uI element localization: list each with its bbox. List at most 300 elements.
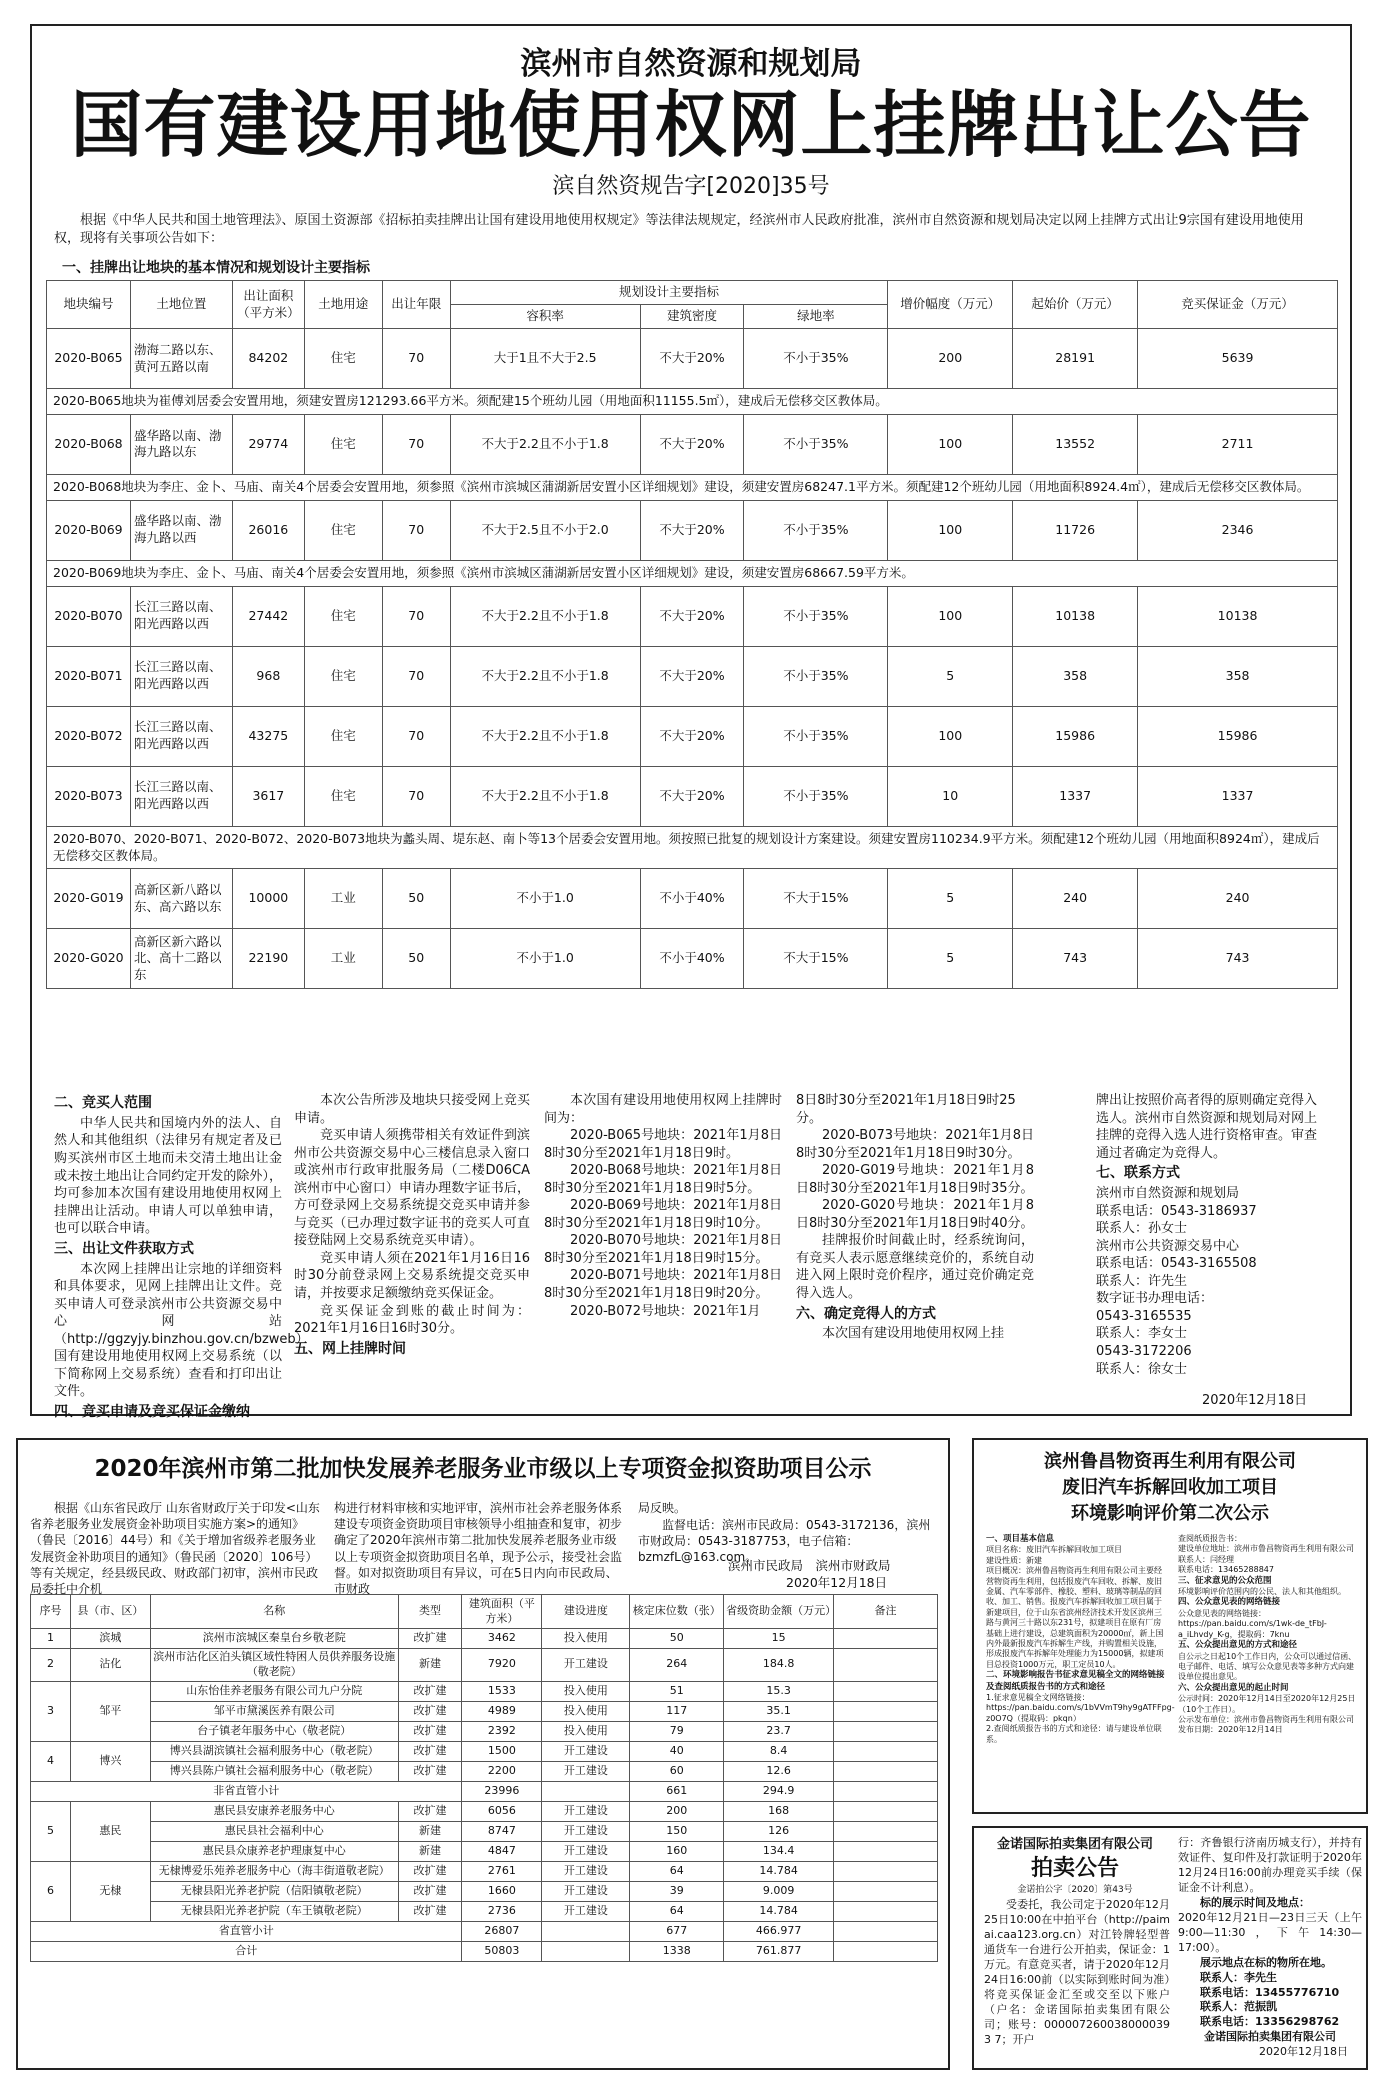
- land-cell-inc: 100: [888, 706, 1013, 766]
- land-note: 2020-B068地块为李庄、金卜、马庙、南关4个居委会安置用地，须参照《滨州市滨城区蒲湖新居安置小区详细规划》建设，须建安置房68247.1平方米。须配建12个班幼儿园（用地面积8924.4㎡），建成后无偿移交区教体局。: [47, 474, 1338, 500]
- cell-remark: [834, 1681, 938, 1701]
- land-cell-use: 住宅: [304, 646, 382, 706]
- land-cell-green: 不大于15%: [744, 929, 888, 989]
- notice-agency: 滨州市自然资源和规划局: [520, 46, 862, 82]
- th2-type: 类型: [398, 1595, 462, 1629]
- th2-beds: 核定床位数（张）: [630, 1595, 724, 1629]
- land-note-row: [47, 474, 1338, 500]
- auction-date: 2020年12月18日: [1259, 2045, 1348, 2059]
- cell-funds: 761.877: [724, 1941, 834, 1961]
- cell-type: 改扩建: [398, 1761, 462, 1781]
- cell-remark: [834, 1701, 938, 1721]
- land-cell-use: 工业: [304, 929, 382, 989]
- land-cell-id: 2020-G019: [47, 869, 131, 929]
- land-cell-id: 2020-G020: [47, 929, 131, 989]
- land-cell-inc: 100: [888, 500, 1013, 560]
- land-cell-far: 不小于1.0: [450, 929, 640, 989]
- land-cell-density: 不大于20%: [640, 706, 744, 766]
- auction-notice: [972, 1826, 1368, 2070]
- eia-heading: 三、征求意见的公众范围: [1178, 1575, 1272, 1586]
- notice1-col-3: [544, 1092, 782, 1320]
- land-cell-start: 743: [1013, 929, 1138, 989]
- land-cell-far: 不大于2.2且不小于1.8: [450, 586, 640, 646]
- land-row: [47, 929, 1338, 989]
- land-cell-inc: 5: [888, 929, 1013, 989]
- cell-county: 滨城: [70, 1629, 150, 1649]
- paragraph: 挂牌报价时间截止时，经系统询问，有竞买人表示愿意继续竞价的，系统自动进入网上限时竞价程序，通过竞价确定竞得入选人。: [796, 1233, 1034, 1302]
- land-cell-area: 43275: [232, 706, 304, 766]
- cell-funds: 12.6: [724, 1761, 834, 1781]
- cell-county: 沾化: [70, 1649, 150, 1682]
- eia-heading: 一、项目基本信息: [986, 1534, 1055, 1544]
- auction-doc-no: 金诺拍公字〔2020〕第43号: [1017, 1885, 1133, 1895]
- th2-name: 名称: [150, 1595, 398, 1629]
- cell-area: 4989: [462, 1701, 542, 1721]
- elderly-table: [30, 1594, 938, 1962]
- paragraph: 2020-B068号地块：2021年1月8日8时30分至2021年1月18日9时5分。: [544, 1163, 782, 1196]
- section-heading: 二、竞买人范围: [54, 1095, 152, 1111]
- cell-progress: 投入使用: [542, 1701, 630, 1721]
- land-cell-deposit: 10138: [1138, 586, 1338, 646]
- eia-heading: 二、环境影响报告书征求意见稿全文的网络链接及查阅纸质报告书的方式和途径: [986, 1670, 1165, 1692]
- cell-funds: 15.3: [724, 1681, 834, 1701]
- auction-place: 展示地点在标的物所在地。: [1200, 1955, 1332, 1969]
- text-line: 联系人：徐女士: [1096, 1361, 1188, 1377]
- cell-beds: 264: [630, 1649, 724, 1682]
- cell-beds: 40: [630, 1741, 724, 1761]
- cell-funds: 8.4: [724, 1741, 834, 1761]
- land-cell-loc: 长江三路以南、阳光西路以西: [130, 766, 232, 826]
- elderly-para-4: 监督电话：滨州市民政局：0543-3172136，滨州市财政局：0543-3187753，电子信箱：bzmzfL@163.com。: [638, 1518, 931, 1565]
- th2-progress: 建设进度: [542, 1595, 630, 1629]
- elderly-row: [31, 1721, 938, 1741]
- paragraph: 中华人民共和国境内外的法人、自然人和其他组织（法律另有规定者及已购买滨州市区土地而未交清土地出让金或未按土地出让合同约定开发的除外），均可参加本次国有建设用地使用权网上挂牌出让活动。申请人可以单独申请，也可以联合申请。: [54, 1115, 282, 1237]
- cell-area: 1533: [462, 1681, 542, 1701]
- land-cell-start: 28191: [1013, 329, 1138, 389]
- cell-beds: 51: [630, 1681, 724, 1701]
- cell-remark: [834, 1721, 938, 1741]
- auction-contact-4: 联系电话：13356298762: [1200, 2015, 1340, 2029]
- auction-left-text: 受委托，我公司定于2020年12月25日10:00在中拍平台（http://paimai.caa123.org.cn）对江铃牌轻型普通货车一台进行公开拍卖，保证金：1万元。有意竞买者，请于2020年12月24日16:00前（以实际到账时间为准）将竞买保证金汇至或交至以下账户（户名：金诺国际拍卖集团有限公司；账号：0000072600380000393 7；开户: [984, 1898, 1170, 2046]
- cell-beds: 200: [630, 1801, 724, 1821]
- land-note: 2020-B065地块为崔傅刘居委会安置用地，须建安置房121293.66平方米。须配建15个班幼儿园（用地面积11155.5㎡），建成后无偿移交区教体局。: [47, 389, 1338, 415]
- land-cell-start: 240: [1013, 869, 1138, 929]
- land-cell-green: 不小于35%: [744, 329, 888, 389]
- paragraph: 竞买保证金到账的截止时间为：2021年1月16日16时30分。: [294, 1303, 530, 1337]
- paragraph: 竞买申请人须携带相关有效证件到滨州市公共资源交易中心三楼信息录入窗口或滨州市行政审批服务局（二楼D06CA滨州市中心窗口）申请办理数字证书后，方可登录网上交易系统提交竞买申请并参与竞买（已办理过数字证书的竞买人可直接登陆网上交易系统竞买申请）。: [294, 1128, 530, 1249]
- land-cell-id: 2020-B073: [47, 766, 131, 826]
- land-note-row: [47, 826, 1338, 869]
- land-note: 2020-B069地块为李庄、金卜、马庙、南关4个居委会安置用地，须参照《滨州市滨城区蒲湖新居安置小区详细规划》建设，须建安置房68667.59平方米。: [47, 560, 1338, 586]
- land-cell-loc: 渤海二路以东、黄河五路以南: [130, 329, 232, 389]
- cell-beds: 64: [630, 1901, 724, 1921]
- land-cell-use: 工业: [304, 869, 382, 929]
- land-cell-area: 27442: [232, 586, 304, 646]
- land-cell-area: 26016: [232, 500, 304, 560]
- cell-funds: 126: [724, 1821, 834, 1841]
- land-cell-far: 不大于2.2且不小于1.8: [450, 646, 640, 706]
- cell-remark: [834, 1821, 938, 1841]
- notice1-col-1: [54, 1092, 309, 1424]
- eia-paragraph: 联系人：闫经理: [1178, 1554, 1234, 1564]
- cell-area: 4847: [462, 1841, 542, 1861]
- notice1-date: 2020年12月18日: [1202, 1393, 1308, 1408]
- land-cell-use: 住宅: [304, 706, 382, 766]
- land-row: [47, 414, 1338, 474]
- cell-area: 7920: [462, 1649, 542, 1682]
- cell-type: 新建: [398, 1841, 462, 1861]
- land-cell-deposit: 2711: [1138, 414, 1338, 474]
- land-cell-loc: 长江三路以南、阳光西路以西: [130, 646, 232, 706]
- cell-type: 改扩建: [398, 1701, 462, 1721]
- cell-area: 2736: [462, 1901, 542, 1921]
- section-heading: 七、联系方式: [1096, 1165, 1180, 1182]
- cell-type: 改扩建: [398, 1721, 462, 1741]
- text-line: 联系电话：0543-3165508: [1096, 1256, 1257, 1272]
- land-cell-id: 2020-B068: [47, 414, 131, 474]
- paragraph: 2020-B069号地块：2021年1月8日8时30分至2021年1月18日9时10分。: [544, 1198, 782, 1231]
- paragraph: 本次国有建设用地使用权网上挂牌时间为：: [544, 1093, 782, 1126]
- land-cell-start: 358: [1013, 646, 1138, 706]
- cell-progress: [542, 1781, 630, 1801]
- land-cell-start: 1337: [1013, 766, 1138, 826]
- cell-remark: [834, 1761, 938, 1781]
- cell-type: 新建: [398, 1821, 462, 1841]
- land-cell-deposit: 5639: [1138, 329, 1338, 389]
- land-cell-green: 不小于35%: [744, 706, 888, 766]
- text-line: 滨州市公共资源交易中心: [1096, 1238, 1240, 1254]
- th-use: 土地用途: [304, 281, 382, 329]
- eia-paragraph: 自公示之日起10个工作日内，公众可以通过信函、电子邮件、电话、填写公众意见表等多种方式向建设单位提出意见。: [1178, 1651, 1357, 1682]
- cell-name: 无棣县阳光养老护院（信阳镇敬老院）: [150, 1881, 398, 1901]
- cell-remark: [834, 1801, 938, 1821]
- land-cell-far: 不大于2.2且不小于1.8: [450, 414, 640, 474]
- land-note: 2020-B070、2020-B071、2020-B072、2020-B073地块为蠡头周、堤东赵、南卜等13个居委会安置用地。须按照已批复的规划设计方案建设。须建安置房110234.9平方米。须配建12个班幼儿园（用地面积8924㎡），建成后无偿移交区教体局。: [47, 826, 1338, 869]
- land-cell-deposit: 2346: [1138, 500, 1338, 560]
- land-cell-density: 不小于40%: [640, 929, 744, 989]
- cell-beds: 677: [630, 1921, 724, 1941]
- text-line: 联系人：孙女士: [1096, 1221, 1188, 1237]
- eia-right-col: [1178, 1534, 1360, 1736]
- text-line: 8日8时30分至2021年1月18日9时25分。: [796, 1093, 1016, 1126]
- land-cell-density: 不大于20%: [640, 329, 744, 389]
- elderly-row: [31, 1629, 938, 1649]
- land-cell-deposit: 15986: [1138, 706, 1338, 766]
- cell-remark: [834, 1901, 938, 1921]
- land-cell-inc: 200: [888, 329, 1013, 389]
- land-cell-density: 不大于20%: [640, 414, 744, 474]
- elderly-row: [31, 1681, 938, 1701]
- land-row: [47, 500, 1338, 560]
- land-cell-term: 50: [382, 869, 450, 929]
- cell-progress: [542, 1941, 630, 1961]
- cell-name: 滨州市滨城区秦皇台乡敬老院: [150, 1629, 398, 1649]
- elderly-title: 2020年滨州市第二批加快发展养老服务业市级以上专项资金拟资助项目公示: [94, 1456, 872, 1482]
- cell-name: 邹平市黛溪医养有限公司: [150, 1701, 398, 1721]
- elderly-subtotal-row: [31, 1781, 938, 1801]
- th-plan: 规划设计主要指标: [450, 281, 888, 305]
- cell-county: 无棣: [70, 1861, 150, 1921]
- th-loc: 土地位置: [130, 281, 232, 329]
- eia-paragraph: 公示时间：2020年12月14日至2020年12月25日（10个工作日）。: [1178, 1694, 1356, 1714]
- land-cell-use: 住宅: [304, 414, 382, 474]
- land-cell-use: 住宅: [304, 329, 382, 389]
- paragraph: 本次公告所涉及地块只接受网上竞买申请。: [294, 1093, 530, 1126]
- land-cell-loc: 长江三路以南、阳光西路以西: [130, 706, 232, 766]
- cell-progress: 投入使用: [542, 1681, 630, 1701]
- elderly-row: [31, 1649, 938, 1682]
- cell-progress: 开工建设: [542, 1761, 630, 1781]
- th-green: 绿地率: [744, 305, 888, 329]
- text-line: 联系人：许先生: [1096, 1273, 1188, 1289]
- elderly-subtotal-row: [31, 1921, 938, 1941]
- th-density: 建筑密度: [640, 305, 744, 329]
- eia-paragraph: 建设性质：新建: [986, 1555, 1042, 1565]
- th-far: 容积率: [450, 305, 640, 329]
- cell-area: 23996: [462, 1781, 542, 1801]
- cell-type: 改扩建: [398, 1681, 462, 1701]
- paragraph: 2020-B070号地块：2021年1月8日8时30分至2021年1月18日9时15分。: [544, 1233, 782, 1266]
- paragraph: 竞买申请人须在2021年1月16日16时30分前登录网上交易系统提交竞买申请，并按要求足额缴纳竞买保证金。: [294, 1250, 530, 1302]
- cell-type: 改扩建: [398, 1861, 462, 1881]
- cell-area: 2761: [462, 1861, 542, 1881]
- land-cell-id: 2020-B065: [47, 329, 131, 389]
- cell-name: 台子镇老年服务中心（敬老院）: [150, 1721, 398, 1741]
- cell-beds: 1338: [630, 1941, 724, 1961]
- cell-progress: 开工建设: [542, 1801, 630, 1821]
- land-cell-id: 2020-B070: [47, 586, 131, 646]
- cell-area: 6056: [462, 1801, 542, 1821]
- land-cell-green: 不大于15%: [744, 869, 888, 929]
- cell-beds: 150: [630, 1821, 724, 1841]
- cell-no: 2: [31, 1649, 71, 1682]
- land-cell-far: 大于1且不大于2.5: [450, 329, 640, 389]
- subtotal-label: 省直管小计: [31, 1921, 462, 1941]
- cell-funds: 184.8: [724, 1649, 834, 1682]
- land-cell-area: 3617: [232, 766, 304, 826]
- cell-remark: [834, 1921, 938, 1941]
- land-cell-area: 22190: [232, 929, 304, 989]
- eia-paragraph: 公众意见表的网络链接：https://pan.baidu.com/s/1wk-de_tFbJ-a_iLhvdy_K-g，提取码：7knu: [1178, 1608, 1327, 1639]
- elderly-row: [31, 1801, 938, 1821]
- elderly-row: [31, 1701, 938, 1721]
- paragraph: 2020-B072号地块：2021年1月: [570, 1303, 761, 1319]
- land-cell-inc: 100: [888, 586, 1013, 646]
- land-cell-start: 10138: [1013, 586, 1138, 646]
- cell-beds: 160: [630, 1841, 724, 1861]
- land-cell-green: 不小于35%: [744, 766, 888, 826]
- th2-county: 县（市、区）: [70, 1595, 150, 1629]
- cell-no: 6: [31, 1861, 71, 1921]
- text-line: 联系电话：0543-3186937: [1096, 1203, 1257, 1219]
- land-cell-far: 不大于2.5且不小于2.0: [450, 500, 640, 560]
- land-cell-deposit: 743: [1138, 929, 1338, 989]
- land-cell-deposit: 240: [1138, 869, 1338, 929]
- land-cell-far: 不大于2.2且不小于1.8: [450, 706, 640, 766]
- land-cell-inc: 10: [888, 766, 1013, 826]
- land-cell-term: 70: [382, 500, 450, 560]
- cell-beds: 661: [630, 1781, 724, 1801]
- eia-paragraph: 查阅纸质报告书：: [1178, 1534, 1242, 1543]
- subtotal-label: 合计: [31, 1941, 462, 1961]
- th2-no: 序号: [31, 1595, 71, 1629]
- cell-county: 惠民: [70, 1801, 150, 1861]
- paragraph: 2020-G019号地块：2021年1月8日8时30分至2021年1月18日9时35分。: [796, 1163, 1034, 1196]
- cell-funds: 134.4: [724, 1841, 834, 1861]
- cell-no: 1: [31, 1629, 71, 1649]
- cell-remark: [834, 1841, 938, 1861]
- eia-paragraph: 项目名称：废旧汽车拆解回收加工项目: [986, 1545, 1122, 1555]
- notice1-col-5: [1096, 1092, 1326, 1378]
- section-1-heading: 一、挂牌出让地块的基本情况和规划设计主要指标: [62, 260, 370, 276]
- land-cell-loc: 高新区新八路以东、高六路以东: [130, 869, 232, 929]
- cell-type: 改扩建: [398, 1801, 462, 1821]
- land-cell-loc: 盛华路以南、渤海九路以西: [130, 500, 232, 560]
- cell-county: 博兴: [70, 1741, 150, 1781]
- eia-heading: 四、公众意见表的网络链接: [1178, 1597, 1281, 1608]
- land-cell-density: 不大于20%: [640, 500, 744, 560]
- land-cell-term: 70: [382, 766, 450, 826]
- eia-paragraph: 项目概况：滨州鲁昌物资再生利用有限公司主要经营物资再生利用，包括报废汽车回收、拆解、废旧金属、汽车零部件、橡胶、塑料、玻璃等制品的回收、加工、销售。报废汽车拆解回收加工项目属于新建项目，位于山东省滨州经济技术开发区滨州三路与黄河三十路以东231号，拟建项目在原有厂房基础上进行建设，总建筑面积为20000㎡，新上国内外最新报废汽车拆解生产线，并购置相关设施，形成报废汽车拆解年处理能力为15000辆，拟建项目总投资1000万元，职工定员10人。: [986, 1566, 1164, 1669]
- land-cell-area: 968: [232, 646, 304, 706]
- land-cell-inc: 100: [888, 414, 1013, 474]
- land-cell-green: 不小于35%: [744, 646, 888, 706]
- cell-area: 2392: [462, 1721, 542, 1741]
- th-start: 起始价（万元）: [1013, 281, 1138, 329]
- land-row: [47, 869, 1338, 929]
- cell-area: 50803: [462, 1941, 542, 1961]
- eia-title: 环境影响评价第二次公示: [1071, 1503, 1269, 1524]
- notice-intro: 根据《中华人民共和国土地管理法》、原国土资源部《招标拍卖挂牌出让国有建设用地使用权规定》等法律法规规定，经滨州市人民政府批准，滨州市自然资源和规划局决定以网上挂牌方式出让9宗国有建设用地使用权，现将有关事项公告如下：: [54, 213, 1304, 246]
- land-cell-deposit: 358: [1138, 646, 1338, 706]
- land-cell-term: 70: [382, 706, 450, 766]
- cell-area: 1660: [462, 1881, 542, 1901]
- cell-name: 无棣博爱乐苑养老服务中心（海丰街道敬老院）: [150, 1861, 398, 1881]
- land-note-row: [47, 560, 1338, 586]
- elderly-row: [31, 1881, 938, 1901]
- land-cell-loc: 盛华路以南、渤海九路以东: [130, 414, 232, 474]
- notice-doc-no: 滨自然资规告字[2020]35号: [552, 174, 830, 199]
- cell-type: 改扩建: [398, 1881, 462, 1901]
- th2-funds: 省级资助金额（万元）: [724, 1595, 834, 1629]
- land-cell-far: 不小于1.0: [450, 869, 640, 929]
- notice1-col-2: [294, 1092, 530, 1361]
- land-cell-area: 10000: [232, 869, 304, 929]
- cell-beds: 39: [630, 1881, 724, 1901]
- land-cell-term: 50: [382, 929, 450, 989]
- th-inc: 增价幅度（万元）: [888, 281, 1013, 329]
- cell-name: 博兴县湖滨镇社会福利服务中心（敬老院）: [150, 1741, 398, 1761]
- cell-beds: 60: [630, 1761, 724, 1781]
- land-cell-density: 不大于20%: [640, 586, 744, 646]
- cell-no: 3: [31, 1681, 71, 1741]
- land-cell-use: 住宅: [304, 586, 382, 646]
- cell-remark: [834, 1941, 938, 1961]
- section-heading: 五、网上挂牌时间: [294, 1340, 406, 1357]
- text-line: 滨州市自然资源和规划局: [1096, 1186, 1240, 1202]
- land-cell-start: 11726: [1013, 500, 1138, 560]
- cell-remark: [834, 1649, 938, 1682]
- section-heading: 四、竞买申请及竞买保证金缴纳: [54, 1403, 250, 1420]
- cell-name: 惠民县安康养老服务中心: [150, 1801, 398, 1821]
- cell-progress: 开工建设: [542, 1861, 630, 1881]
- cell-funds: 9.009: [724, 1881, 834, 1901]
- land-cell-density: 不大于20%: [640, 766, 744, 826]
- land-cell-density: 不小于40%: [640, 869, 744, 929]
- land-cell-inc: 5: [888, 646, 1013, 706]
- text-line: 0543-3172206: [1096, 1344, 1192, 1359]
- land-cell-use: 住宅: [304, 766, 382, 826]
- cell-area: 26807: [462, 1921, 542, 1941]
- auction-contact-1: 联系人：李先生: [1200, 1970, 1277, 1984]
- cell-area: 2200: [462, 1761, 542, 1781]
- cell-funds: 14.784: [724, 1861, 834, 1881]
- cell-area: 8747: [462, 1821, 542, 1841]
- land-row: [47, 586, 1338, 646]
- text-line: 0543-3165535: [1096, 1308, 1192, 1324]
- auction-time: 2020年12月21日—23日三天（上午9:00—11:30，下午14:30—17:00）。: [1178, 1910, 1362, 1954]
- th2-area: 建筑面积（平方米）: [462, 1595, 542, 1629]
- eia-heading: 六、公众提出意见的起止时间: [1178, 1682, 1289, 1693]
- land-cell-id: 2020-B071: [47, 646, 131, 706]
- th-area: 出让面积（平方米）: [232, 281, 304, 329]
- cell-beds: 117: [630, 1701, 724, 1721]
- auction-time-label: 标的展示时间及地点：: [1200, 1895, 1310, 1909]
- cell-progress: 开工建设: [542, 1821, 630, 1841]
- land-cell-term: 70: [382, 329, 450, 389]
- cell-area: 3462: [462, 1629, 542, 1649]
- cell-funds: 466.977: [724, 1921, 834, 1941]
- cell-funds: 294.9: [724, 1781, 834, 1801]
- cell-funds: 14.784: [724, 1901, 834, 1921]
- land-notice: [30, 24, 1352, 1420]
- land-cell-green: 不小于35%: [744, 414, 888, 474]
- auction-contact-2: 联系电话：13455776710: [1200, 1985, 1340, 1999]
- cell-progress: [542, 1921, 630, 1941]
- eia-paragraph: 建设单位地址：滨州市鲁昌物资再生利用有限公司: [1178, 1544, 1354, 1554]
- cell-remark: [834, 1881, 938, 1901]
- cell-progress: 开工建设: [542, 1881, 630, 1901]
- cell-no: 5: [31, 1801, 71, 1861]
- subtotal-label: 非省直管小计: [31, 1781, 462, 1801]
- cell-type: 改扩建: [398, 1741, 462, 1761]
- land-row: [47, 706, 1338, 766]
- cell-progress: 投入使用: [542, 1721, 630, 1741]
- cell-remark: [834, 1861, 938, 1881]
- land-cell-term: 70: [382, 586, 450, 646]
- cell-remark: [834, 1741, 938, 1761]
- paragraph: 2020-B065号地块：2021年1月8日8时30分至2021年1月18日9时。: [544, 1128, 782, 1161]
- elderly-row: [31, 1761, 938, 1781]
- eia-paragraph: 环境影响评价范围内的公民、法人和其他组织。: [1178, 1587, 1346, 1597]
- eia-heading: 五、公众提出意见的方式和途径: [1178, 1640, 1298, 1651]
- land-cell-density: 不大于20%: [640, 646, 744, 706]
- cell-remark: [834, 1629, 938, 1649]
- land-cell-term: 70: [382, 646, 450, 706]
- cell-name: 惠民县众康养老护理康复中心: [150, 1841, 398, 1861]
- cell-progress: 投入使用: [542, 1629, 630, 1649]
- auction-footer: 金诺国际拍卖集团有限公司: [1204, 2030, 1336, 2044]
- land-cell-far: 不大于2.2且不小于1.8: [450, 766, 640, 826]
- th-deposit: 竞买保证金（万元）: [1138, 281, 1338, 329]
- land-cell-green: 不小于35%: [744, 500, 888, 560]
- eia-paragraph: 2.查阅纸质报告书的方式和途径：请与建设单位联系。: [986, 1724, 1162, 1744]
- auction-company: 金诺国际拍卖集团有限公司: [996, 1837, 1153, 1852]
- elderly-table-wrap: [30, 1594, 938, 1962]
- cell-progress: 开工建设: [542, 1741, 630, 1761]
- auction-right-col: [1178, 1836, 1362, 2060]
- cell-name: 滨州市沾化区泊头镇区域性特困人员供养服务设施（敬老院）: [150, 1649, 398, 1682]
